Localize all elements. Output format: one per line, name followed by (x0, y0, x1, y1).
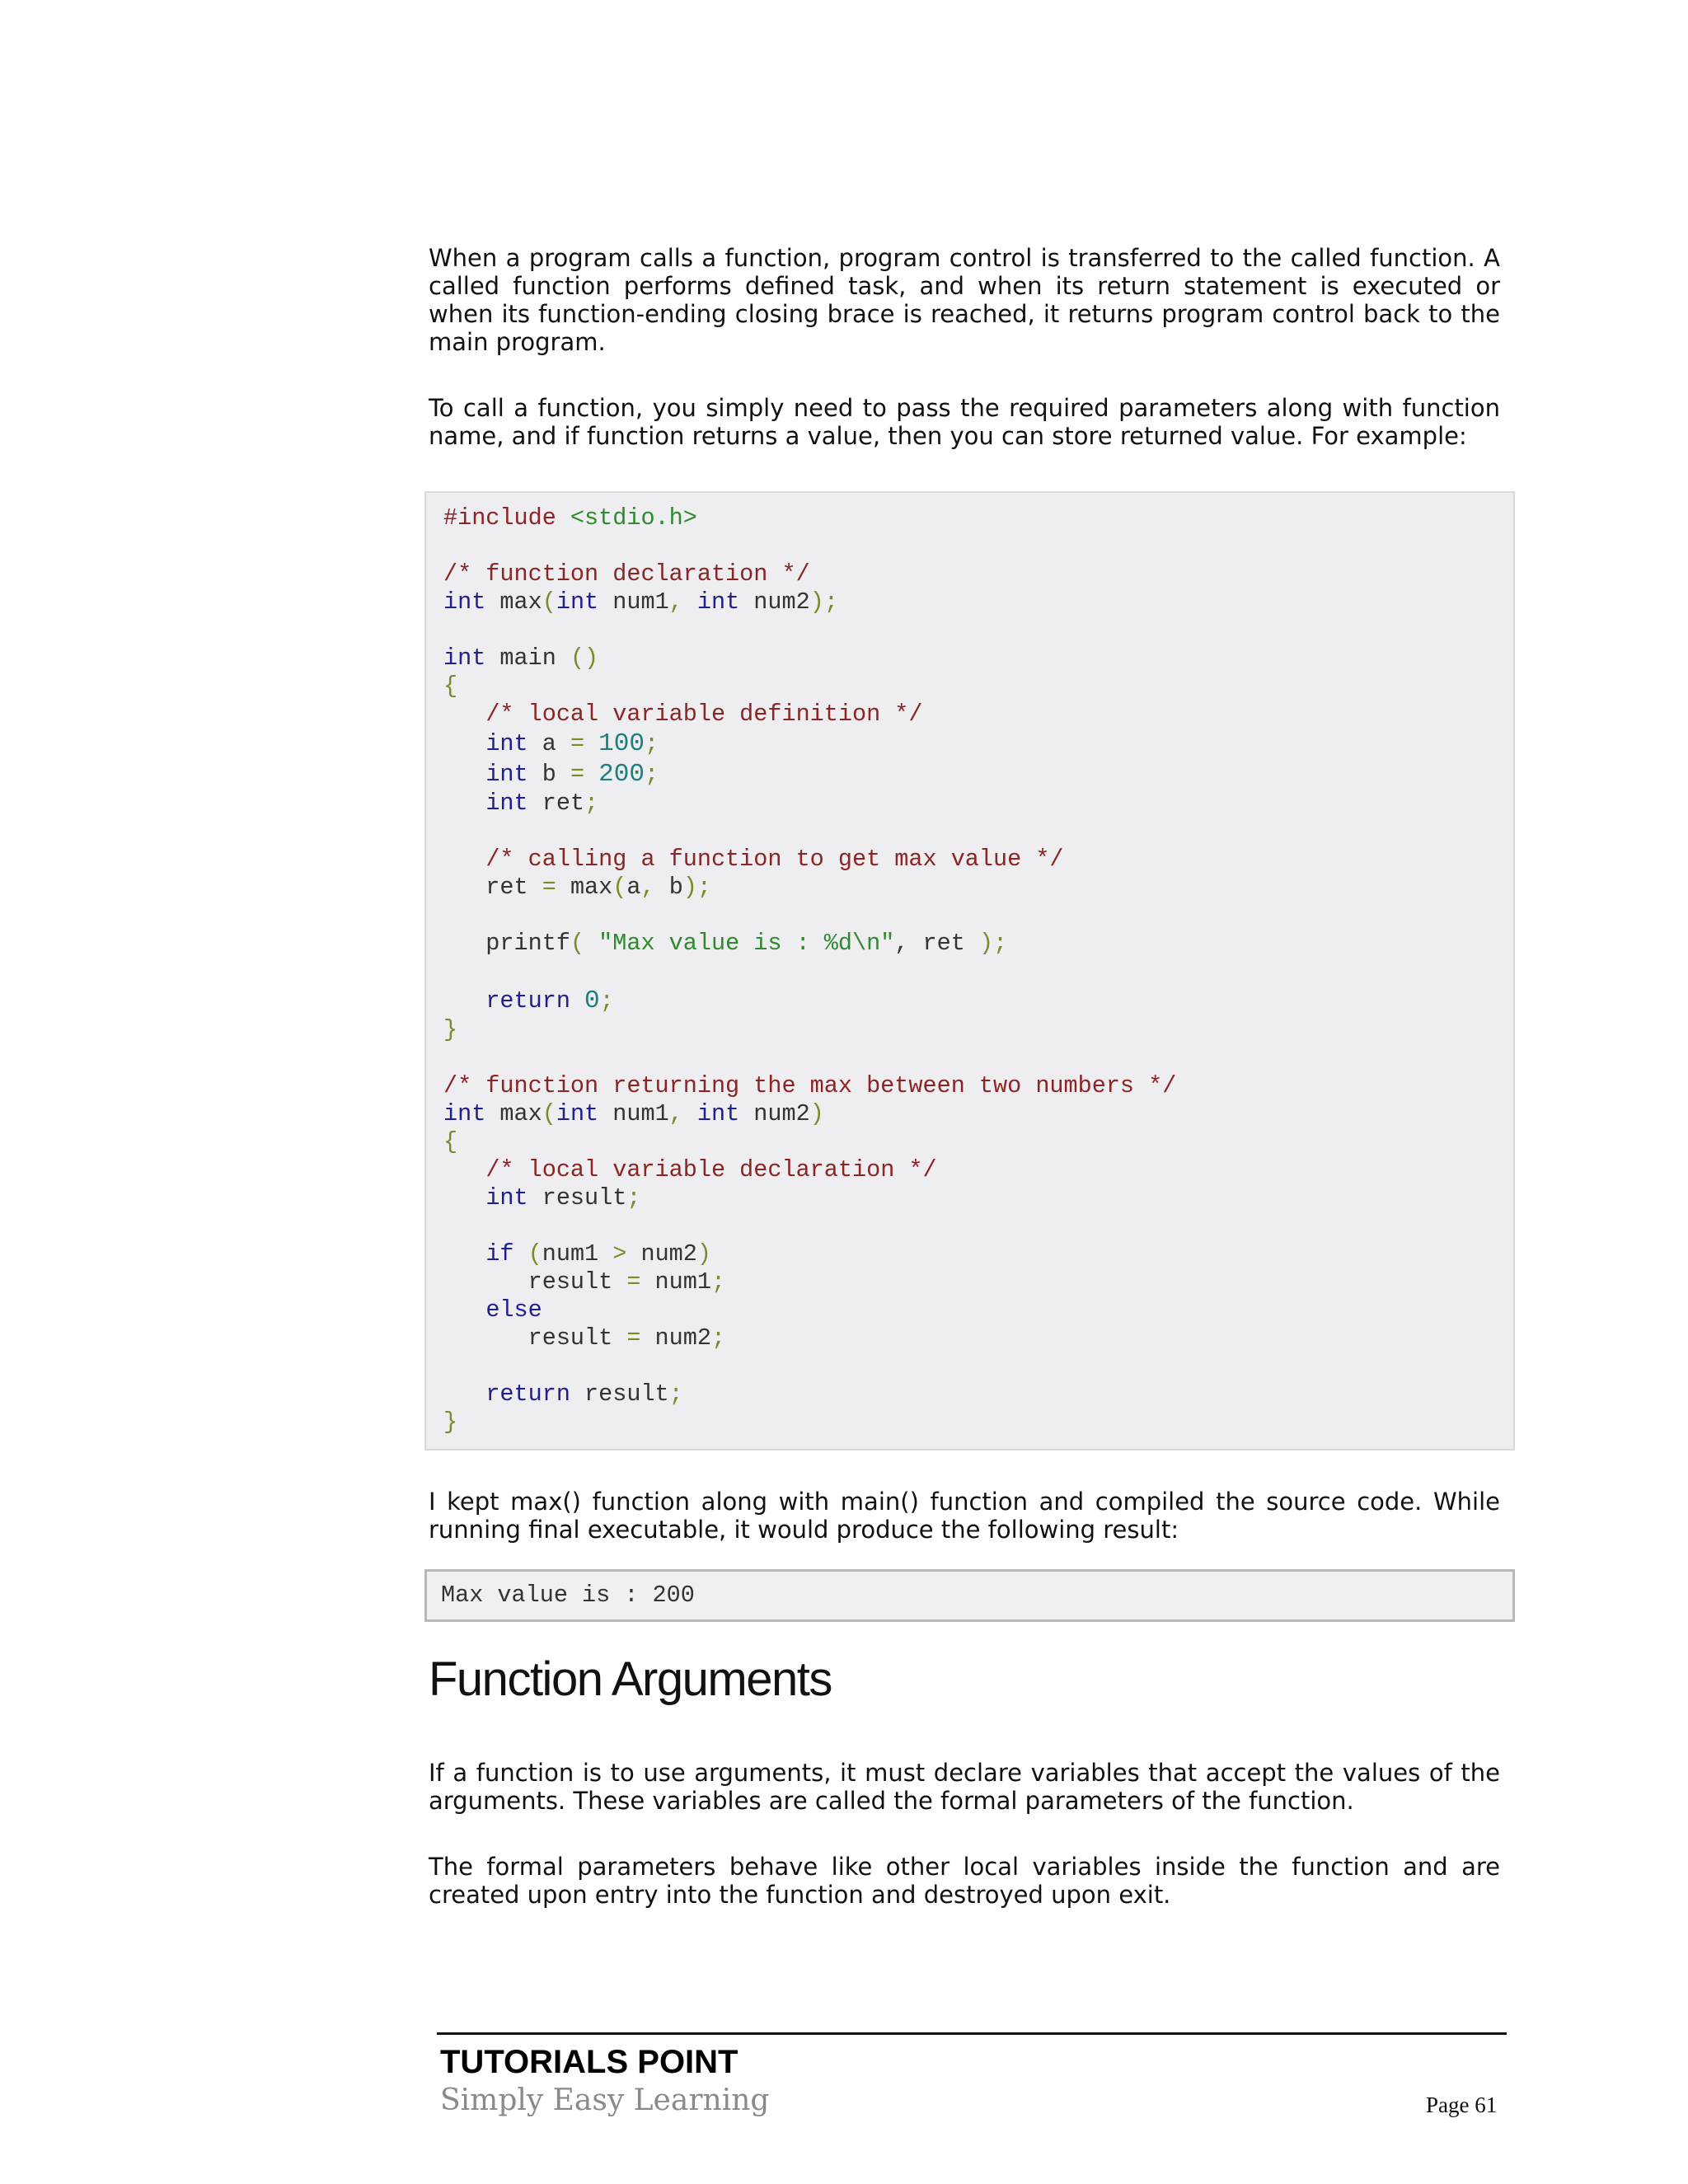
output-box (424, 1569, 1515, 1622)
footer-brand: TUTORIALS POINT (440, 2044, 738, 2080)
paragraph-calling-a-function: To call a function, you simply need to pass the required parameters along with function name, and if function returns a value, then you can store returned value. For example: (429, 394, 1500, 450)
code-comment-local-declaration: /* local variable declaration */ (485, 1156, 937, 1183)
paragraph-function-call-control: When a program calls a function, program control is transferred to the called function. A called function performs defined task, and when its return statement is executed or when its function-ending closing brace is reached, it returns program control back to the main program. (429, 244, 1500, 356)
code-comment-returning: /* function returning the max between two numbers */ (443, 1072, 1177, 1099)
section-heading-function-arguments: Function Arguments (429, 1652, 832, 1706)
page-number: Page 61 (1426, 2093, 1498, 2117)
code-printf-string: "Max value is : %d\n" (598, 930, 895, 957)
code-comment-declaration: /* function declaration */ (443, 560, 810, 588)
paragraph-local-variables: The formal parameters behave like other local variables inside the function and are created upon entry into the function and destroyed upon exit. (429, 1853, 1500, 1909)
code-comment-local-definition: /* local variable definition */ (485, 701, 923, 728)
paragraph-formal-parameters: If a function is to use arguments, it must declare variables that accept the values of the arguments. These variables are called the formal parameters of the function. (429, 1759, 1500, 1815)
body-text-top (429, 244, 1500, 450)
code-comment-calling: /* calling a function to get max value */ (485, 846, 1064, 873)
footer-tagline: Simply Easy Learning (440, 2083, 770, 2117)
code-example-box (424, 491, 1515, 1451)
body-text-bottom (429, 1759, 1500, 1909)
code-listing: #include <stdio.h> /* function declaration */ int max(int num1, int num2); int main () { /* local variable definition */ int a = 100; int b = 200; int ret; /* calling a function to get max value */ ret = max(a, b); printf( "Max value is : %d\n", ret ); return 0; } /* function returning the max between two numbers */ int max(int num1, int num2) { /* local variable declaration */ int result; if (num1 > num2) result = num1; else result = num2; return result; } (426, 493, 1513, 1436)
body-text-middle (429, 1488, 1500, 1544)
paragraph-compiled-result: I kept max() function along with main() function and compiled the source code. While running final executable, it would produce the following result: (429, 1488, 1500, 1544)
output-text: Max value is : 200 (441, 1582, 695, 1609)
code-line-include: #include <stdio.h> (443, 504, 697, 532)
footer-divider (437, 2032, 1507, 2035)
